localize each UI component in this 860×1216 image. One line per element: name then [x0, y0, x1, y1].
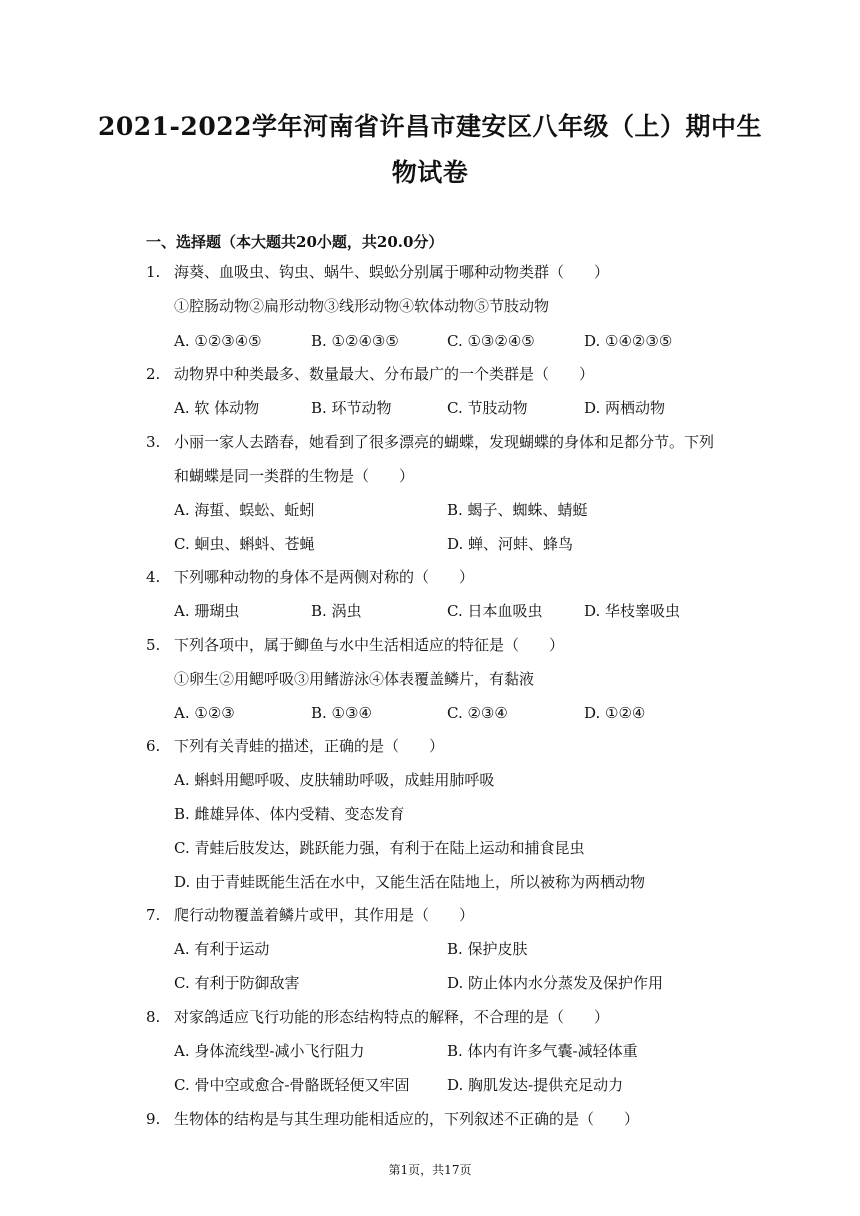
option: D. 两栖动物 [584, 399, 666, 417]
option: A. ①②③④⑤ [174, 332, 262, 350]
question-number: 4. [146, 568, 161, 586]
question-number: 7. [146, 906, 161, 924]
question-stem: 动物界中种类最多、数量最大、分布最广的一个类群是（ ） [174, 365, 595, 383]
section-heading: 一、选择题（本大题共20小题，共20.0分） [146, 233, 444, 251]
option: C. 蛔虫、蝌蚪、苍蝇 [174, 535, 315, 553]
question-stem: ①腔肠动物②扁形动物③线形动物④软体动物⑤节肢动物 [174, 297, 550, 315]
question-stem: 和蝴蝶是同一类群的生物是（ ） [174, 467, 415, 485]
option: D. 胸肌发达-提供充足动力 [447, 1076, 624, 1094]
option: C. 日本血吸虫 [447, 602, 543, 620]
option: B. 蝎子、蜘蛛、蜻蜓 [447, 501, 588, 519]
question-number: 3. [146, 433, 161, 451]
question-stem: 下列各项中，属于鲫鱼与水中生活相适应的特征是（ ） [174, 636, 565, 654]
option: D. 由于青蛙既能生活在水中，又能生活在陆地上，所以被称为两栖动物 [174, 873, 646, 891]
option: D. ①④②③⑤ [584, 332, 673, 350]
option: D. ①②④ [584, 704, 646, 722]
option: B. 体内有许多气囊-减轻体重 [447, 1042, 638, 1060]
question-stem: 对家鸽适应飞行功能的形态结构特点的解释，不合理的是（ ） [174, 1008, 610, 1026]
option: A. 身体流线型-减小飞行阻力 [174, 1042, 365, 1060]
page-title-line-1: 2021-2022学年河南省许昌市建安区八年级（上）期中生 [97, 112, 763, 141]
question-number: 6. [146, 737, 161, 755]
option: B. 保护皮肤 [447, 940, 528, 958]
question-number: 2. [146, 365, 161, 383]
option: B. 涡虫 [311, 602, 362, 620]
option: A. 软 体动物 [174, 399, 260, 417]
question-number: 1. [146, 263, 161, 281]
option: D. 蝉、河蚌、蜂鸟 [447, 535, 574, 553]
option: A. 有利于运动 [174, 940, 270, 958]
option: B. ①②④③⑤ [311, 332, 399, 350]
option: B. 环节动物 [311, 399, 392, 417]
option: A. ①②③ [174, 704, 235, 722]
option: A. 蝌蚪用鳃呼吸、皮肤辅助呼吸，成蛙用肺呼吸 [174, 771, 495, 789]
question-number: 5. [146, 636, 161, 654]
question-stem: 爬行动物覆盖着鳞片或甲，其作用是（ ） [174, 906, 475, 924]
option: C. ①③②④⑤ [447, 332, 535, 350]
question-number: 8. [146, 1008, 161, 1026]
question-stem: 下列有关青蛙的描述，正确的是（ ） [174, 737, 445, 755]
option: C. 青蛙后肢发达，跳跃能力强，有利于在陆上运动和捕食昆虫 [174, 839, 585, 857]
option: B. ①③④ [311, 704, 372, 722]
option: A. 海蜇、蜈蚣、蚯蚓 [174, 501, 315, 519]
option: B. 雌雄异体、体内受精、变态发育 [174, 805, 405, 823]
option: C. 节肢动物 [447, 399, 528, 417]
page-footer: 第1页，共17页 [388, 1163, 472, 1177]
question-stem: 下列哪种动物的身体不是两侧对称的（ ） [174, 568, 475, 586]
option: C. 有利于防御敌害 [174, 974, 300, 992]
question-stem: 生物体的结构是与其生理功能相适应的，下列叙述不正确的是（ ） [174, 1110, 640, 1128]
option: D. 华枝睾吸虫 [584, 602, 681, 620]
question-number: 9. [146, 1110, 161, 1128]
option: A. 珊瑚虫 [174, 602, 240, 620]
question-stem: 海葵、血吸虫、钩虫、蜗牛、蜈蚣分别属于哪种动物类群（ ） [174, 263, 610, 281]
option: C. 骨中空或愈合-骨骼既轻便又牢固 [174, 1076, 410, 1094]
option: C. ②③④ [447, 704, 508, 722]
page-title-line-2: 物试卷 [391, 158, 469, 187]
question-stem: ①卵生②用鳃呼吸③用鳍游泳④体表覆盖鳞片，有黏液 [174, 670, 535, 688]
option: D. 防止体内水分蒸发及保护作用 [447, 974, 664, 992]
question-stem: 小丽一家人去踏春，她看到了很多漂亮的蝴蝶，发现蝴蝶的身体和足都分节。下列 [174, 433, 715, 451]
